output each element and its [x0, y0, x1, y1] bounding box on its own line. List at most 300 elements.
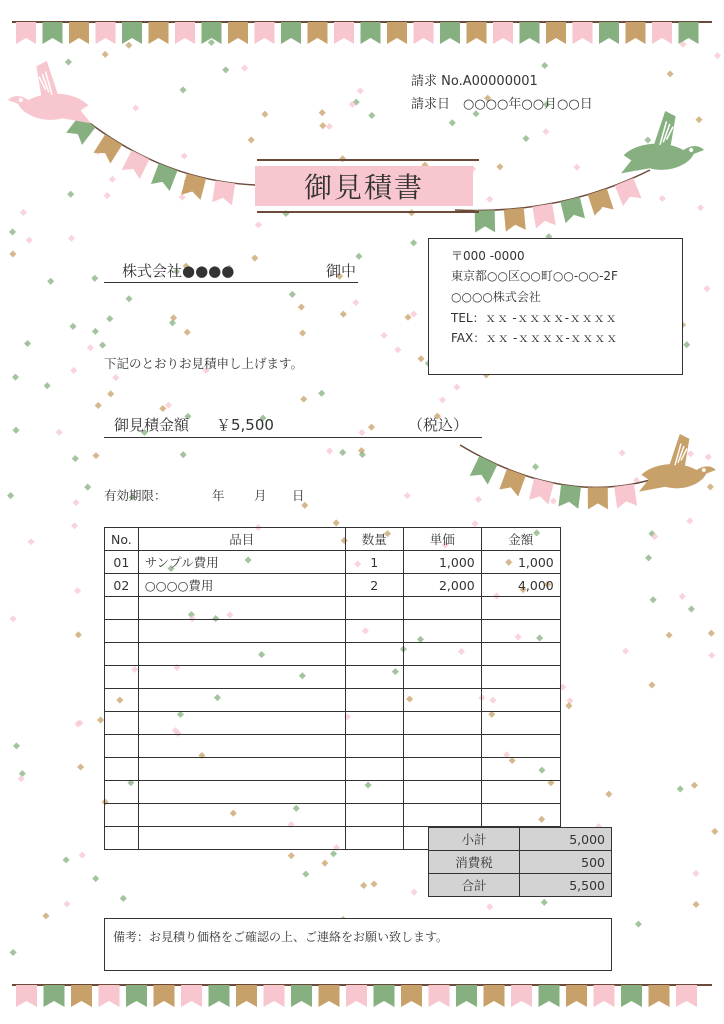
- cell-no: [105, 620, 139, 643]
- bunting-flag-icon: [99, 985, 120, 1007]
- amount-value: ￥5,500: [216, 416, 274, 434]
- confetti-dot: [541, 62, 548, 69]
- bunting-flag-icon: [566, 985, 587, 1007]
- confetti-dot: [619, 449, 626, 456]
- header-qty: 数量: [345, 528, 403, 551]
- bunting-flag-icon: [264, 985, 285, 1007]
- bird-icon-tan: [639, 434, 716, 492]
- totals-row: [429, 851, 612, 874]
- cell-no: [105, 827, 139, 850]
- confetti-dot: [566, 697, 573, 704]
- confetti-dot: [705, 453, 712, 460]
- bunting-flag-icon: [346, 985, 367, 1007]
- amount-line: [104, 412, 482, 438]
- bunting-flag-icon: [255, 22, 275, 44]
- bunting-flag-icon: [621, 985, 642, 1007]
- cell-amount: [481, 597, 560, 620]
- confetti-dot: [321, 860, 328, 867]
- cell-no: [105, 643, 139, 666]
- bunting-flag-icon: [93, 134, 122, 163]
- confetti-dot: [24, 340, 31, 347]
- confetti-dot: [522, 135, 529, 142]
- confetti-dot: [300, 396, 307, 403]
- invoice-number: 請求 No.A00000001: [411, 74, 538, 89]
- confetti-dot: [65, 58, 72, 65]
- confetti-dot: [77, 763, 84, 770]
- items-table: [104, 527, 561, 850]
- confetti-dot: [106, 315, 113, 322]
- cell-item: [138, 827, 345, 850]
- cell-qty: 2: [345, 574, 403, 597]
- confetti-dot: [222, 66, 229, 73]
- table-row: [105, 758, 561, 781]
- confetti-dot: [289, 291, 296, 298]
- cell-no: [105, 781, 139, 804]
- header-price: 単価: [403, 528, 481, 551]
- bunting-flag-icon: [429, 985, 450, 1007]
- confetti-dot: [339, 449, 346, 456]
- confetti-dot: [71, 522, 78, 529]
- table-row: [105, 804, 561, 827]
- confetti-dot: [69, 323, 76, 330]
- confetti-dot: [360, 882, 367, 889]
- bunting-flag-icon: [16, 985, 37, 1007]
- table-row: [105, 620, 561, 643]
- bunting-flag-icon: [588, 487, 608, 509]
- bunting-flag-icon: [291, 985, 312, 1007]
- bunting-flag-icon: [558, 485, 581, 509]
- confetti-dot: [170, 314, 177, 321]
- confetti-dot: [20, 209, 27, 216]
- confetti-dot: [288, 852, 295, 859]
- cell-item: ○○○○費用: [138, 574, 345, 597]
- bunting-flag-icon: [122, 22, 142, 44]
- bunting-flag-icon: [676, 985, 697, 1007]
- confetti-dot: [550, 498, 557, 505]
- confetti-dot: [703, 285, 710, 292]
- bunting-flag-icon: [236, 985, 257, 1007]
- table-row: [105, 689, 561, 712]
- confetti-dot: [92, 875, 99, 882]
- validity-month: 月: [254, 488, 267, 503]
- cell-qty: [345, 597, 403, 620]
- bunting-flag-icon: [209, 985, 230, 1007]
- confetti-dot: [19, 770, 26, 777]
- tax-value: 500: [520, 851, 612, 874]
- bunting-flag-icon: [175, 22, 195, 44]
- cell-item: [138, 781, 345, 804]
- confetti-dot: [10, 949, 17, 956]
- confetti-dot: [179, 194, 186, 201]
- bunting-flag-icon: [122, 150, 150, 179]
- bunting-flag-icon: [440, 22, 460, 44]
- confetti-dot: [241, 65, 248, 72]
- confetti-dot: [10, 615, 17, 622]
- bunting-flag-icon: [43, 22, 63, 44]
- confetti-dot: [208, 39, 215, 46]
- cell-no: [105, 735, 139, 758]
- confetti-dot: [677, 785, 684, 792]
- table-header-row: [105, 528, 561, 551]
- confetti-dot: [542, 128, 549, 135]
- bunting-flag-icon: [414, 22, 434, 44]
- confetti-dot: [112, 374, 119, 381]
- cell-no: [105, 804, 139, 827]
- confetti-dot: [9, 228, 16, 235]
- sender-address: 東京都○○区○○町○○-○○-2F: [451, 269, 618, 283]
- cell-item: [138, 597, 345, 620]
- bunting-flag-icon: [511, 985, 532, 1007]
- sender-fax: FAX：ｘｘ -ｘｘｘｘ-ｘｘｘｘ: [451, 331, 618, 345]
- confetti-dot: [47, 278, 54, 285]
- cell-qty: [345, 735, 403, 758]
- table-row: [105, 781, 561, 804]
- confetti-dot: [87, 344, 94, 351]
- confetti-dot: [180, 451, 187, 458]
- confetti-dot: [496, 163, 503, 170]
- confetti-dot: [486, 903, 493, 910]
- bunting-flag-icon: [71, 985, 92, 1007]
- confetti-dot: [486, 196, 493, 203]
- confetti-dot: [333, 519, 340, 526]
- bunting-flag-icon: [560, 197, 585, 223]
- cell-item: サンプル費用: [138, 551, 345, 574]
- confetti-dot: [107, 390, 114, 397]
- amount-tax-note: （税込）: [408, 416, 469, 434]
- confetti-dot: [109, 176, 116, 183]
- cell-amount: [481, 689, 560, 712]
- cell-price: [403, 666, 481, 689]
- confetti-dot: [180, 86, 187, 93]
- totals-table: [428, 827, 612, 897]
- confetti-dot: [132, 105, 139, 112]
- confetti-dot: [453, 384, 460, 391]
- client-name: 株式会社●●●●: [122, 262, 235, 280]
- cell-price: [403, 689, 481, 712]
- confetti-dot: [73, 499, 80, 506]
- confetti-dot: [532, 463, 539, 470]
- table-row: [105, 643, 561, 666]
- confetti-dot: [84, 484, 91, 491]
- confetti-dot: [565, 702, 572, 709]
- bunting-flag-icon: [484, 985, 505, 1007]
- confetti-dot: [95, 402, 102, 409]
- confetti-dot: [56, 429, 63, 436]
- confetti-dot: [691, 782, 698, 789]
- bunting-flag-icon: [361, 22, 381, 44]
- cell-qty: [345, 643, 403, 666]
- bird-icon-pink: [8, 61, 91, 123]
- cell-no: 01: [105, 551, 139, 574]
- confetti-dot: [326, 448, 333, 455]
- confetti-dot: [18, 775, 25, 782]
- confetti-dot: [695, 116, 702, 123]
- tax-label: 消費税: [429, 851, 520, 874]
- cell-price: [403, 620, 481, 643]
- confetti-dot: [573, 164, 580, 171]
- table-row: [105, 574, 561, 597]
- cell-price: 1,000: [403, 551, 481, 574]
- bunting-flag-icon: [652, 22, 672, 44]
- confetti-dot: [125, 295, 132, 302]
- confetti-dot: [475, 496, 482, 503]
- confetti-dot: [72, 455, 79, 462]
- table-row: [105, 735, 561, 758]
- bunting-flag-icon: [679, 22, 699, 44]
- validity-label: 有効期限：: [104, 488, 167, 503]
- confetti-dot: [63, 900, 70, 907]
- bunting-flag-icon: [154, 985, 175, 1007]
- cell-amount: [481, 804, 560, 827]
- bunting-flag-icon: [374, 985, 395, 1007]
- bunting-flag-icon: [319, 985, 340, 1007]
- confetti-dot: [686, 517, 693, 524]
- confetti-dot: [102, 51, 109, 58]
- bunting-flag-icon: [546, 22, 566, 44]
- table-row: [105, 551, 561, 574]
- bunting-flag-icon: [520, 22, 540, 44]
- cell-item: [138, 804, 345, 827]
- confetti-dot: [165, 402, 172, 409]
- confetti-dot: [92, 328, 99, 335]
- confetti-dot: [169, 319, 176, 326]
- cell-qty: [345, 827, 403, 850]
- confetti-dot: [12, 374, 19, 381]
- bunting-flag-icon: [504, 208, 526, 232]
- bunting-flag-icon: [401, 985, 422, 1007]
- sender-tel: TEL：ｘｘ -ｘｘｘｘ-ｘｘｘｘ: [451, 311, 618, 325]
- confetti-dot: [707, 483, 714, 490]
- table-row: [105, 597, 561, 620]
- cell-item: [138, 643, 345, 666]
- confetti-dot: [439, 396, 446, 403]
- bunting-flag-icon: [532, 203, 555, 228]
- sender-postal: 〒000 -0000: [451, 249, 525, 263]
- confetti-dot: [319, 122, 326, 129]
- confetti-dot: [330, 850, 337, 857]
- cell-amount: [481, 781, 560, 804]
- confetti-dot: [7, 492, 14, 499]
- confetti-dot: [125, 42, 132, 49]
- validity-day: 日: [292, 488, 305, 503]
- confetti-dot: [697, 204, 704, 211]
- bunting-flag-icon: [493, 22, 513, 44]
- subtotal-value: 5,000: [520, 828, 612, 851]
- confetti-dot: [181, 152, 188, 159]
- confetti-dot: [381, 332, 388, 339]
- confetti-dot: [605, 791, 612, 798]
- confetti-dot: [318, 390, 325, 397]
- notes-text: 備考：お見積り価格をご確認の上、ご連絡をお願い致します。: [113, 930, 449, 944]
- confetti-dot: [302, 871, 309, 878]
- bunting-flag-icon: [475, 210, 495, 232]
- confetti-dot: [687, 450, 694, 457]
- cell-amount: [481, 666, 560, 689]
- confetti-dot: [42, 912, 49, 919]
- confetti-dot: [92, 452, 99, 459]
- bunting-flag-icon: [614, 484, 637, 509]
- confetti-dot: [679, 593, 686, 600]
- confetti-dot: [449, 119, 456, 126]
- confetti-dot: [411, 889, 418, 896]
- confetti-dot: [708, 630, 715, 637]
- confetti-dot: [70, 367, 77, 374]
- sender-box: [428, 238, 683, 375]
- confetti-dot: [688, 606, 695, 613]
- confetti-dot: [410, 310, 417, 317]
- cell-price: [403, 597, 481, 620]
- sender-company: ○○○○株式会社: [451, 290, 541, 304]
- confetti-dot: [79, 852, 86, 859]
- bunting-flag-icon: [499, 469, 525, 497]
- cell-qty: [345, 804, 403, 827]
- totals-row: [429, 828, 612, 851]
- bunting-flag-icon: [149, 22, 169, 44]
- confetti-dot: [683, 341, 690, 348]
- confetti-dot: [650, 596, 657, 603]
- intro-text: 下記のとおりお見積申し上げます。: [104, 356, 304, 371]
- confetti-dot: [645, 554, 652, 561]
- confetti-dot: [667, 70, 674, 77]
- totals-row: [429, 874, 612, 897]
- cell-amount: 4,000: [481, 574, 560, 597]
- confetti-dot: [99, 342, 106, 349]
- bunting-flag-icon: [649, 985, 670, 1007]
- confetti-dot: [368, 112, 375, 119]
- cell-no: [105, 666, 139, 689]
- confetti-dot: [255, 221, 262, 228]
- confetti-dot: [692, 870, 699, 877]
- cell-price: [403, 804, 481, 827]
- cell-price: [403, 643, 481, 666]
- cell-no: 02: [105, 574, 139, 597]
- confetti-dot: [326, 123, 333, 130]
- invoice-date: 請求日 ○○○○年○○月○○日: [411, 97, 593, 112]
- cell-no: [105, 689, 139, 712]
- cell-qty: [345, 689, 403, 712]
- cell-amount: [481, 758, 560, 781]
- confetti-dot: [63, 856, 70, 863]
- cell-item: [138, 666, 345, 689]
- confetti-dot: [299, 329, 306, 336]
- bunting-flag-icon: [126, 985, 147, 1007]
- cell-amount: [481, 643, 560, 666]
- bunting-flag-icon: [456, 985, 477, 1007]
- confetti-dot: [74, 587, 81, 594]
- cell-item: [138, 735, 345, 758]
- bunting-flag-icon: [69, 22, 89, 44]
- total-value: 5,500: [520, 874, 612, 897]
- cell-qty: [345, 620, 403, 643]
- cell-price: [403, 781, 481, 804]
- cell-price: [403, 758, 481, 781]
- confetti-dot: [91, 275, 98, 282]
- confetti-dot: [159, 405, 166, 412]
- bunting-flag-icon: [228, 22, 248, 44]
- bunting-flag-icon: [599, 22, 619, 44]
- confetti-dot: [9, 250, 16, 257]
- bunting-flag-icon: [615, 178, 642, 206]
- confetti-dot: [261, 111, 268, 118]
- table-row: [105, 712, 561, 735]
- confetti-dot: [120, 895, 127, 902]
- bunting-flag-icon: [573, 22, 593, 44]
- confetti-dot: [184, 329, 191, 336]
- confetti-dot: [404, 492, 411, 499]
- subtotal-label: 小計: [429, 828, 520, 851]
- confetti-dot: [394, 346, 401, 353]
- confetti-dot: [26, 237, 33, 244]
- bunting-flag-icon: [539, 985, 560, 1007]
- cell-no: [105, 712, 139, 735]
- bunting-flag-icon: [44, 985, 65, 1007]
- confetti-dot: [635, 921, 642, 928]
- bunting-flag-icon: [529, 478, 554, 504]
- bunting-flag-icon: [588, 189, 614, 216]
- confetti-dot: [666, 632, 673, 639]
- confetti-dot: [404, 314, 411, 321]
- confetti-dot: [648, 681, 655, 688]
- bunting-flag-icon: [308, 22, 328, 44]
- bird-icon-green: [621, 111, 704, 173]
- cell-qty: [345, 758, 403, 781]
- confetti-dot: [711, 828, 718, 835]
- bunting-flag-icon: [212, 181, 235, 206]
- confetti-dot: [340, 311, 347, 318]
- header-amount: 金額: [481, 528, 560, 551]
- confetti-dot: [248, 136, 255, 143]
- confetti-dot: [44, 382, 51, 389]
- bunting-flag-icon: [16, 22, 36, 44]
- cell-qty: [345, 666, 403, 689]
- bunting-flag-icon: [151, 163, 178, 191]
- cell-amount: [481, 712, 560, 735]
- confetti-dot: [417, 355, 424, 362]
- confetti-dot: [298, 303, 305, 310]
- confetti-dot: [13, 742, 20, 749]
- bunting-flag-icon: [281, 22, 301, 44]
- cell-price: 2,000: [403, 574, 481, 597]
- amount-label: 御見積金額: [114, 416, 190, 434]
- header-no: No.: [105, 528, 139, 551]
- cell-qty: [345, 712, 403, 735]
- confetti-dot: [541, 899, 548, 906]
- cell-qty: [345, 781, 403, 804]
- confetti-dot: [27, 538, 34, 545]
- cell-item: [138, 620, 345, 643]
- cell-price: [403, 735, 481, 758]
- confetti-dot: [644, 136, 651, 143]
- bunting-flag-icon: [467, 22, 487, 44]
- confetti-dot: [75, 631, 82, 638]
- confetti-dot: [319, 109, 326, 116]
- cell-item: [138, 758, 345, 781]
- cell-item: [138, 712, 345, 735]
- cell-amount: [481, 735, 560, 758]
- cell-amount: 1,000: [481, 551, 560, 574]
- validity-year: 年: [212, 488, 225, 503]
- bunting-flag-icon: [626, 22, 646, 44]
- client-suffix: 御中: [325, 262, 356, 280]
- cell-qty: 1: [345, 551, 403, 574]
- bunting-flag-icon: [181, 985, 202, 1007]
- confetti-dot: [12, 427, 19, 434]
- bunting-flag-icon: [594, 985, 615, 1007]
- confetti-dot: [357, 87, 364, 94]
- confetti-dot: [410, 239, 417, 246]
- cell-price: [403, 712, 481, 735]
- cell-item: [138, 689, 345, 712]
